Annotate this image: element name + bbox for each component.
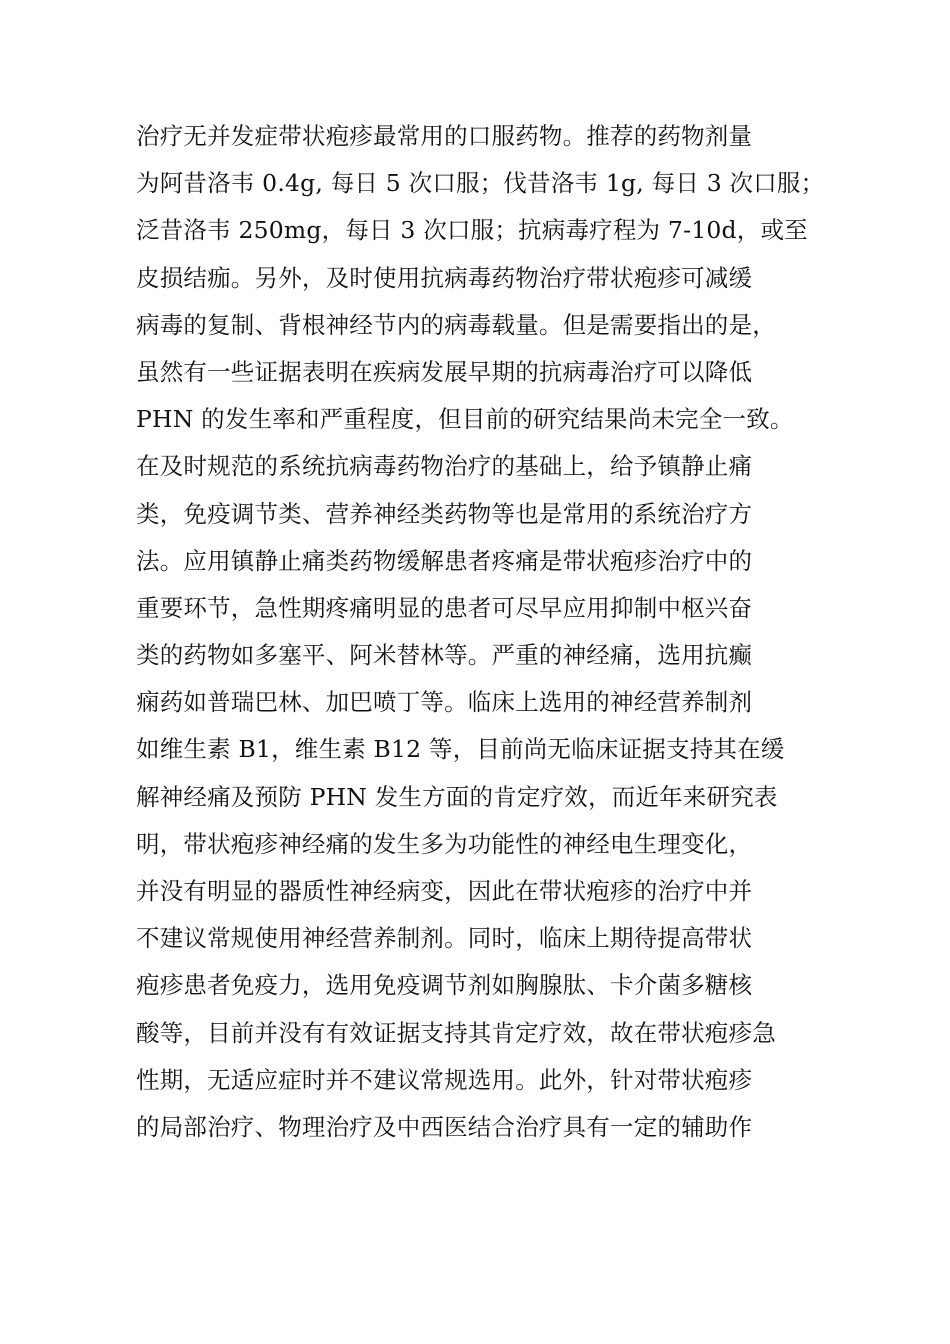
text-line-14: 如维生素 B1，维生素 B12 等，目前尚无临床证据支持其在缓: [136, 735, 785, 764]
text-line-9: 类，免疫调节类、营养神经类药物等也是常用的系统治疗方: [136, 499, 753, 528]
text-line-7: PHN 的发生率和严重程度，但目前的研究结果尚未完全一致。: [136, 405, 794, 434]
text-line-2: 为阿昔洛韦 0.4g, 每日 5 次口服；伐昔洛韦 1g, 每日 3 次口服；: [136, 169, 825, 198]
text-line-17: 并没有明显的器质性神经病变，因此在带状疱疹的治疗中并: [136, 877, 753, 905]
text-line-20: 酸等，目前并没有有效证据支持其肯定疗效，故在带状疱疹急: [136, 1018, 776, 1047]
text-line-22: 的局部治疗、物理治疗及中西医结合治疗具有一定的辅助作: [136, 1112, 753, 1141]
text-line-8: 在及时规范的系统抗病毒药物治疗的基础上，给予镇静止痛: [136, 452, 753, 481]
text-line-5: 病毒的复制、背根神经节内的病毒载量。但是需要指出的是，: [136, 310, 776, 339]
body-paragraph: [136, 113, 836, 1151]
text-line-12: 类的药物如多塞平、阿米替林等。严重的神经痛，选用抗癫: [136, 641, 753, 670]
text-line-4: 皮损结痂。另外，及时使用抗病毒药物治疗带状疱疹可减缓: [136, 263, 753, 292]
text-line-6: 虽然有一些证据表明在疾病发展早期的抗病毒治疗可以降低: [136, 357, 753, 386]
text-line-18: 不建议常规使用神经营养制剂。同时，临床上期待提高带状: [136, 924, 753, 953]
text-line-21: 性期，无适应症时并不建议常规选用。此外，针对带状疱疹: [136, 1065, 753, 1094]
text-line-13: 痫药如普瑞巴林、加巴喷丁等。临床上选用的神经营养制剂: [136, 688, 753, 717]
text-line-15: 解神经痛及预防 PHN 发生方面的肯定疗效，而近年来研究表: [136, 782, 778, 811]
text-line-19: 疱疹患者免疫力，选用免疫调节剂如胸腺肽、卡介菌多糖核: [136, 971, 753, 1000]
text-line-1: 治疗无并发症带状疱疹最常用的口服药物。推荐的药物剂量: [136, 122, 753, 150]
text-line-16: 明，带状疱疹神经痛的发生多为功能性的神经电生理变化，: [136, 829, 753, 858]
text-line-3: 泛昔洛韦 250mg，每日 3 次口服；抗病毒疗程为 7-10d，或至: [136, 216, 808, 245]
text-line-10: 法。应用镇静止痛类药物缓解患者疼痛是带状疱疹治疗中的: [136, 546, 753, 575]
text-line-11: 重要环节，急性期疼痛明显的患者可尽早应用抑制中枢兴奋: [136, 593, 753, 622]
